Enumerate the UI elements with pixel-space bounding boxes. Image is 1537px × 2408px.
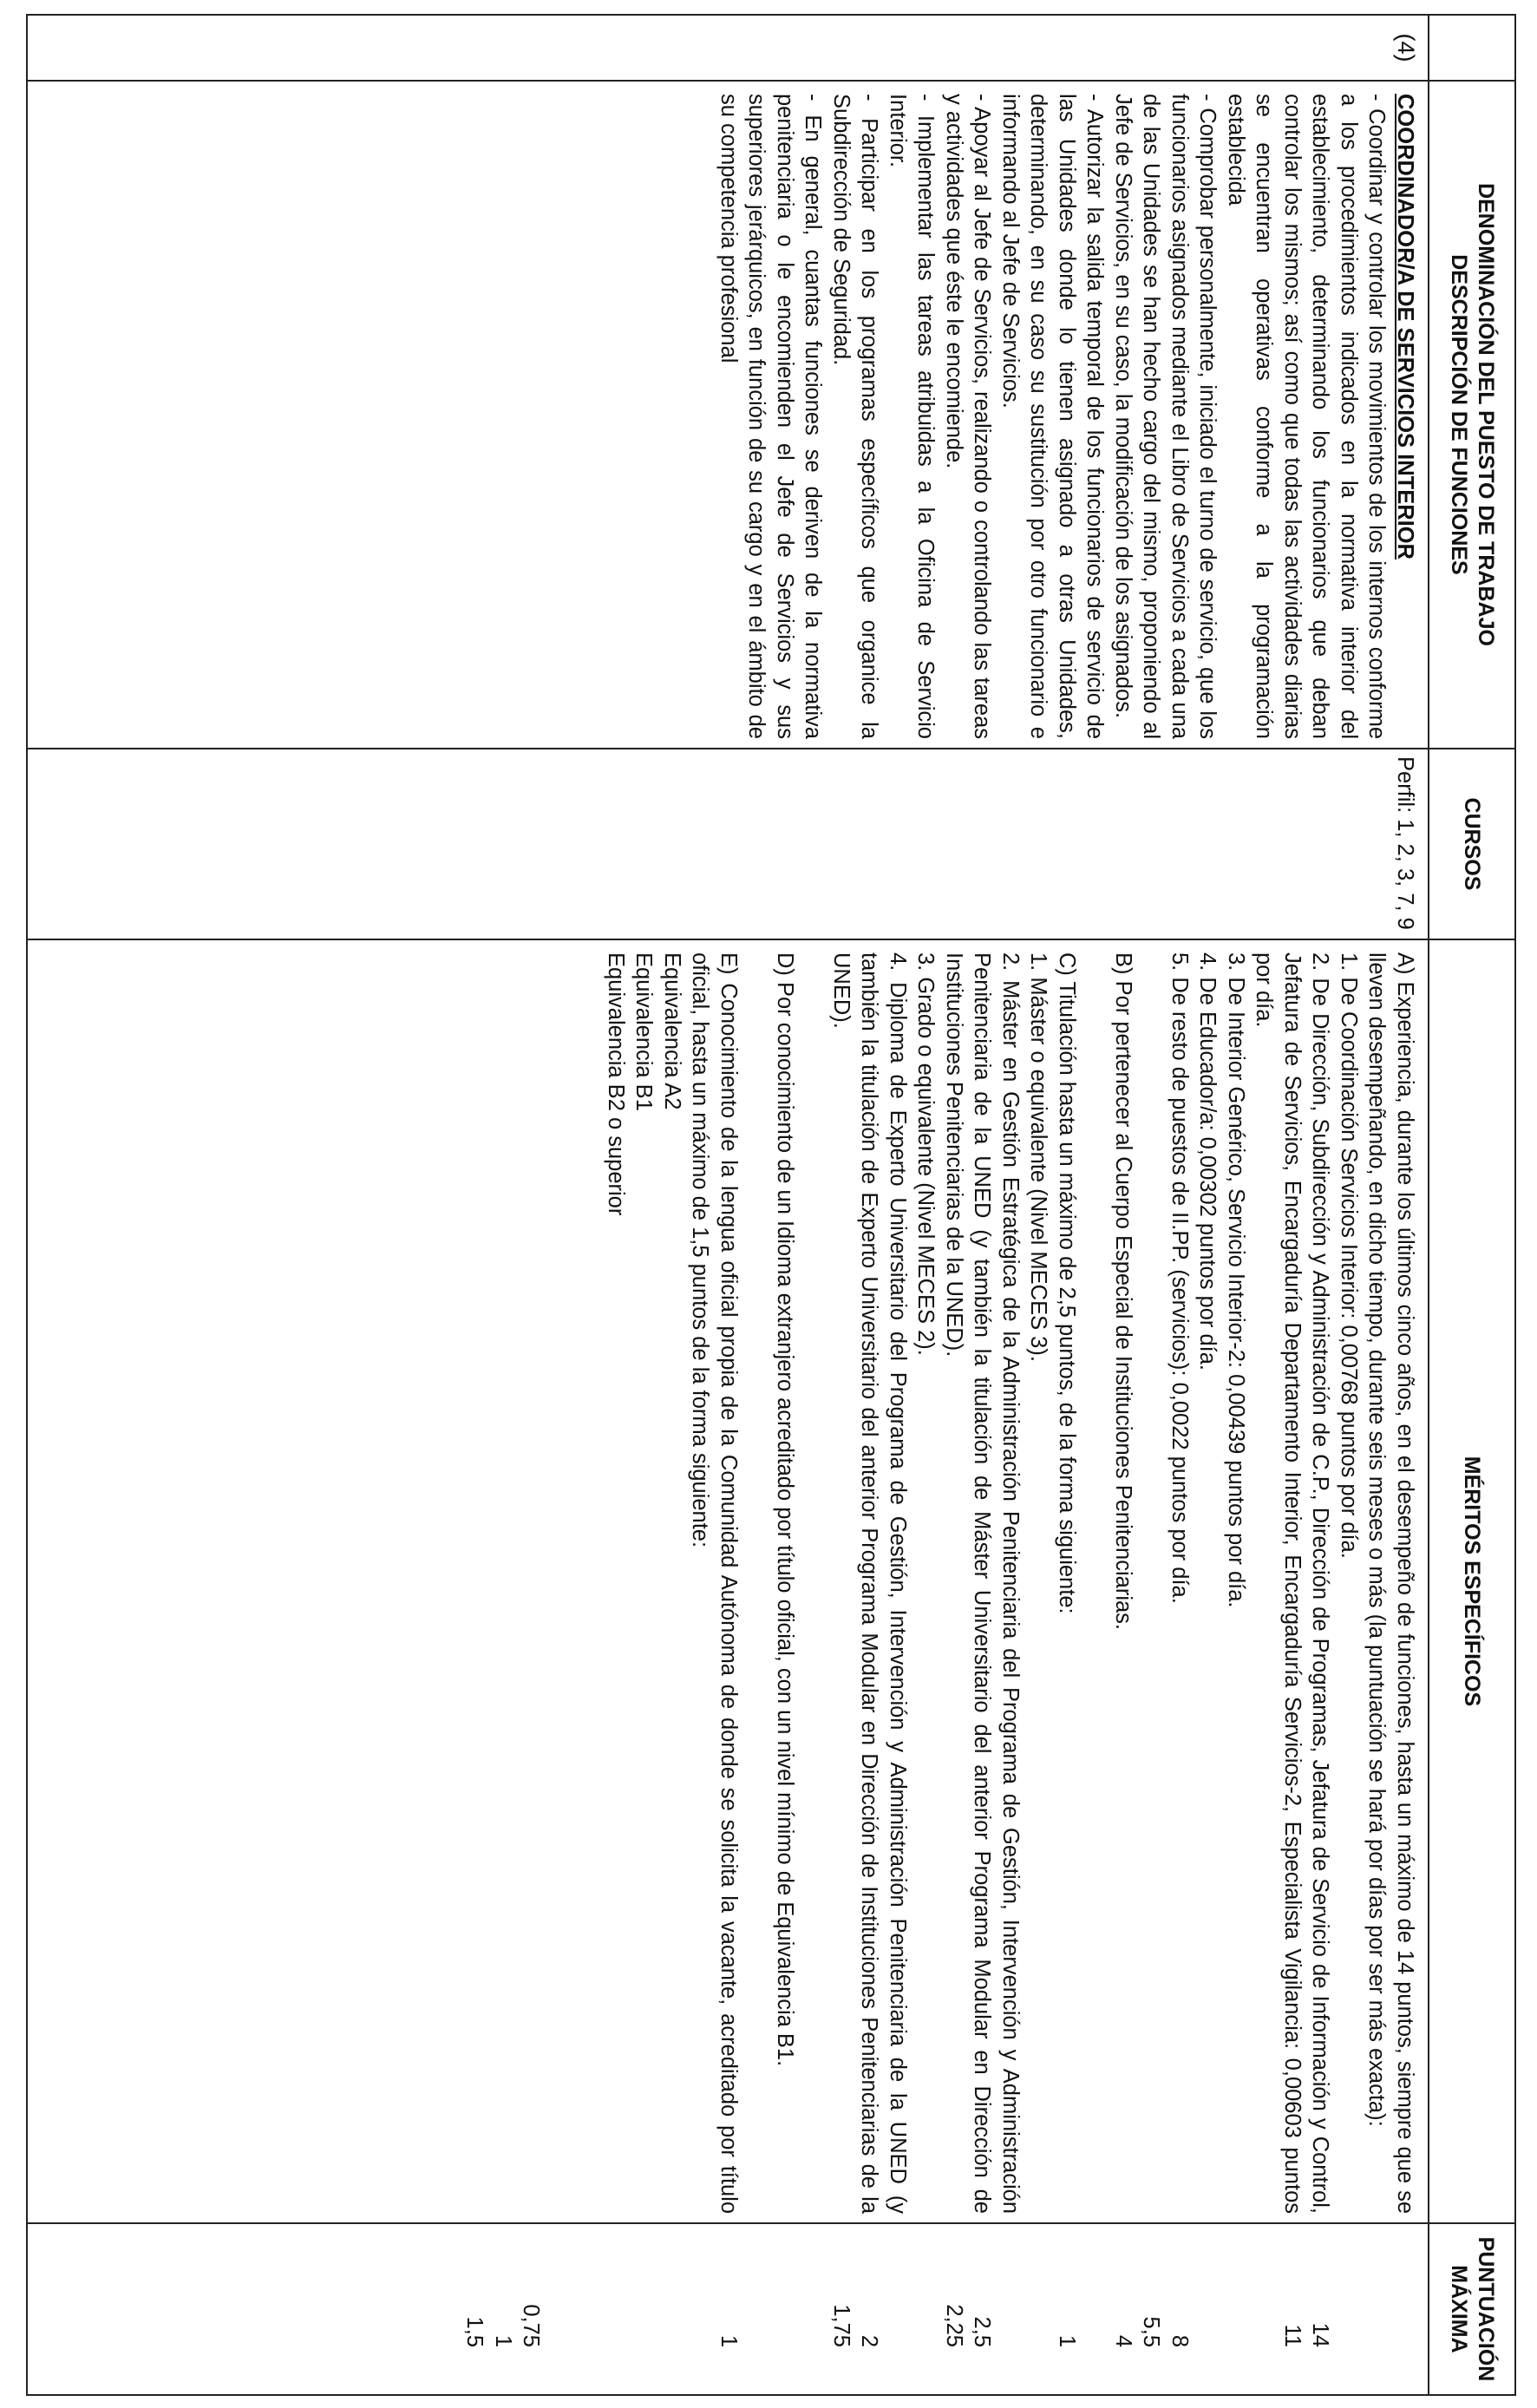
merit-e3: Equivalencia B2 o superior: [604, 952, 628, 1216]
score-a5: 4: [1111, 2334, 1135, 2347]
merit-c3: 3. Grado o equivalente (Nivel MECES 2).: [913, 952, 939, 1356]
function-item: - Autorizar la salida temporal de los funcionarios de servicio de las Unidades donde lo tienen asignado a otras Unidades, determinando, en su caso su sustitución por otro funcionario e informando al Jefe de Servicios.: [998, 94, 1108, 739]
header-denominacion: [1429, 81, 1515, 749]
score-blank: [1391, 2231, 1420, 2387]
score-d: 1: [716, 2334, 741, 2347]
score-blank: [884, 2231, 912, 2387]
merit-spacer: [1137, 952, 1166, 2214]
score-a: 14: [1308, 2322, 1333, 2347]
score-blank: [799, 2231, 827, 2387]
score-blank: [1081, 2231, 1109, 2387]
score-blank: [1194, 2231, 1222, 2387]
merit-a4: 4. De Educador/a: 0,00302 puntos por día.: [1195, 952, 1220, 1371]
score-blank: [912, 2231, 940, 2387]
merits-table: [26, 14, 1516, 2396]
score-blank: [1335, 2231, 1364, 2387]
table-row: [27, 15, 1429, 2395]
merit-spacer: [742, 952, 771, 2214]
job-description-cell: [27, 81, 1429, 749]
header-puntuacion-line2: MÁXIMA: [1447, 2265, 1471, 2353]
score-b: 1: [1055, 2334, 1079, 2347]
header-meritos: MÉRITOS ESPECÍFICOS: [1429, 939, 1515, 2223]
score-blank: [1024, 2231, 1053, 2387]
merit-d: D) Por conocimiento de un Idioma extranjero acreditado por título oficial, con un nivel mínimo de Equivalencia B1.: [773, 952, 797, 2067]
merit-a3: 3. De Interior Genérico, Servicio Interior-2: 0,00439 puntos por día.: [1224, 952, 1248, 1608]
function-item: - Implementar las tareas atribuidas a la Oficina de Servicio Interior.: [886, 94, 939, 739]
header-cursos: CURSOS: [1429, 749, 1515, 939]
function-item: - Comprobar personalmente, iniciado el turno de servicio, que los funcionarios asignados mediante el Libro de Servicios a cada una de las Unidades se han hecho cargo del mismo, proponiendo al Jefe de Servicios, en su caso, la modificación de los asignados.: [1111, 94, 1220, 739]
score-e3: 1,5: [462, 2316, 487, 2347]
merit-a-intro: A) Experiencia, durante los últimos cinco años, en el desempeño de funciones, hasta un máximo de 14 puntos, siempre que se lleven desempeñando, en dicho tiempo, durante seis meses o más (la puntuación se hará por días por ser más exacta):: [1364, 952, 1417, 2214]
score-c2: 2,25: [942, 2304, 966, 2347]
score-c1: 2,5: [970, 2316, 995, 2347]
function-item: - Apoyar al Jefe de Servicios, realizando o controlando las tareas y actividades que éste le encomiende.: [942, 94, 995, 739]
cursos-cell: Perfil: 1, 2, 3, 7, 9: [27, 749, 1429, 939]
score-a3: 8: [1167, 2334, 1192, 2347]
score-blank: [602, 2231, 631, 2387]
meritos-cell: [27, 939, 1429, 2223]
merit-e2: Equivalencia B1: [631, 952, 657, 1111]
score-blank: [742, 2231, 771, 2387]
header-puntuacion: [1429, 2223, 1515, 2395]
merit-a5: 5. De resto de puestos de II.PP. (servicios): 0,0022 puntos por día.: [1167, 952, 1192, 1604]
function-item: - Coordinar y controlar los movimientos de los internos conforme a los procedimientos indicados en la normativa interior del establecimiento, determinando los funcionarios que deban controlar los mismos; así como que todas las actividades diarias se encuentran operativas conforme a la programación establecida: [1224, 94, 1390, 739]
score-a4: 5,5: [1139, 2316, 1164, 2347]
merit-c-intro: C) Titulación hasta un máximo de 2,5 puntos, de la forma siguiente:: [1055, 952, 1079, 1614]
header-row: [1429, 15, 1515, 2395]
header-denominacion-line1: DENOMINACIÓN DEL PUESTO DE TRABAJO: [1474, 183, 1498, 646]
score-blank: [686, 2231, 715, 2387]
merit-spacer: [799, 952, 827, 2214]
header-puntuacion-line1: PUNTUACIÓN: [1474, 2236, 1498, 2382]
row-number: (4): [27, 15, 1429, 81]
merit-b: B) Por pertenecer al Cuerpo Especial de Instituciones Penitenciarias.: [1111, 952, 1135, 1630]
merit-e-intro: E) Conocimiento de la lengua oficial propia de la Comunidad Autónoma de donde se solicita la vacante, acreditado por título oficial, hasta un máximo de 1,5 puntos de la forma siguiente:: [688, 952, 741, 2214]
merit-e1: Equivalencia A2: [660, 952, 684, 1110]
header-number: [1429, 15, 1515, 81]
score-blank: [771, 2231, 800, 2387]
merit-a2: 2. De Dirección, Subdirección y Administración de C.P., Dirección de Programas, Jefatura de Servicio de Información y Control, Jefatura de Servicios, Encargaduría Departamento Interior, Encargaduría Servicios-2, Especialista Vigilancia: 0,00603 puntos por día.: [1252, 952, 1333, 2214]
merit-a1: 1. De Coordinación Servicios Interior: 0,00768 puntos por día.: [1337, 952, 1361, 1559]
merit-c4: 4. Diploma de Experto Universitario del Programa de Gestión, Intervención y Administración Penitenciaria de la UNED (y también la titulación de Experto Universitario del anterior Programa Modular en Dirección de Instituciones Penitenciarias de la UNED).: [829, 952, 910, 2214]
score-blank: [630, 2231, 658, 2387]
function-item: - En general, cuantas funciones se deriven de la normativa penitenciaria o le encomienden el Jefe de Servicios y sus superiores jerárquicos, en función de su cargo y en el ámbito de su competencia profesional: [716, 94, 826, 739]
score-c4: 1,75: [829, 2304, 854, 2347]
score-blank: [546, 2231, 574, 2387]
puntuacion-cell: [27, 2223, 1429, 2395]
score-blank: [1222, 2231, 1251, 2387]
score-a1: 11: [1280, 2324, 1305, 2347]
score-blank: [1250, 2231, 1279, 2387]
score-c3: 2: [857, 2334, 882, 2347]
score-e2: 1: [491, 2334, 515, 2347]
score-blank: [997, 2231, 1025, 2387]
score-e1: 0,75: [519, 2304, 544, 2347]
merit-spacer: [1081, 952, 1109, 2214]
score-blank: [658, 2231, 687, 2387]
score-blank: [1363, 2231, 1391, 2387]
job-title: COORDINADOR/A DE SERVICIOS INTERIOR: [1393, 94, 1417, 559]
header-denominacion-line2: DESCRIPCIÓN DE FUNCIONES: [1447, 254, 1471, 575]
merit-c1: 1. Máster o equivalente (Nivel MECES 3).: [1026, 952, 1051, 1362]
merit-c2: 2. Máster en Gestión Estratégica de la Administración Penitenciaria del Programa de Gestión, Intervención y Administración Penitenciaria de la UNED (y también la titulación de Máster Universitario del anterior Programa Modular en Dirección de Instituciones Penitenciarias de la UNED).: [942, 952, 1023, 2214]
score-blank: [573, 2231, 602, 2387]
function-item: - Participar en los programas específicos que organice la Subdirección de Seguridad.: [829, 94, 882, 739]
rotated-document-page: [26, 14, 1516, 2394]
